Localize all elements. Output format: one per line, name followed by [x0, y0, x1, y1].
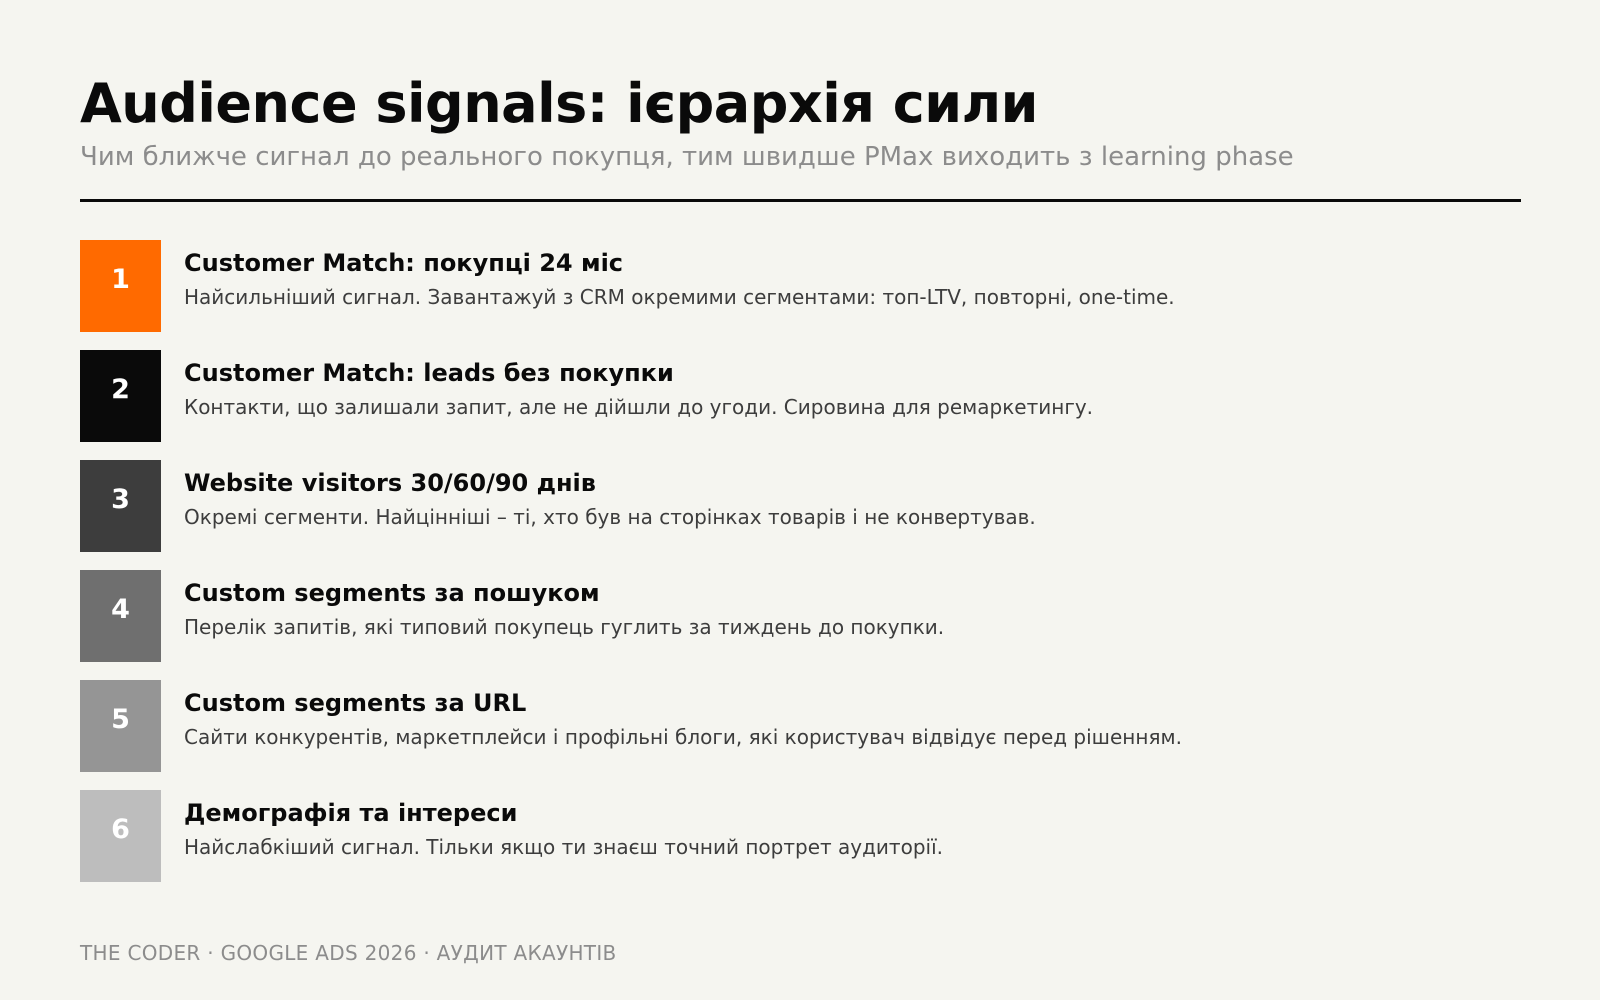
item-description: Контакти, що залишали запит, але не дійшли до угоди. Сировина для ремаркетингу. — [184, 395, 1094, 419]
signal-list — [80, 240, 1520, 900]
footer-credit: THE CODER · GOOGLE ADS 2026 · АУДИТ АКАУНТІВ — [80, 941, 617, 965]
item-description: Перелік запитів, які типовий покупець гуглить за тиждень до покупки. — [184, 615, 945, 639]
item-description: Найслабкіший сигнал. Тільки якщо ти знаєш точний портрет аудиторії. — [184, 835, 943, 859]
item-title: Custom segments за URL — [184, 689, 527, 717]
rank-badge: 1 — [80, 240, 161, 332]
list-item — [80, 460, 1520, 552]
list-item — [80, 790, 1520, 882]
rank-badge: 3 — [80, 460, 161, 552]
list-item — [80, 240, 1520, 332]
item-title: Custom segments за пошуком — [184, 579, 600, 607]
item-title: Website visitors 30/60/90 днів — [184, 469, 596, 497]
list-item — [80, 350, 1520, 442]
rank-badge: 6 — [80, 790, 161, 882]
page-title: Audience signals: ієрархія сили — [80, 72, 1038, 135]
item-description: Найсильніший сигнал. Завантажуй з CRM окремими сегментами: топ-LTV, повторні, one-time. — [184, 285, 1175, 309]
item-title: Демографія та інтереси — [184, 799, 518, 827]
rank-badge: 4 — [80, 570, 161, 662]
item-description: Окремі сегменти. Найцінніші – ті, хто був на сторінках товарів і не конвертував. — [184, 505, 1036, 529]
item-title: Customer Match: покупці 24 міс — [184, 249, 624, 277]
list-item — [80, 680, 1520, 772]
item-title: Customer Match: leads без покупки — [184, 359, 674, 387]
rank-badge: 2 — [80, 350, 161, 442]
slide — [80, 0, 1520, 1000]
page-subtitle: Чим ближче сигнал до реального покупця, тим швидше PMax виходить з learning phase — [80, 142, 1294, 172]
rank-badge: 5 — [80, 680, 161, 772]
item-description: Сайти конкурентів, маркетплейси і профільні блоги, які користувач відвідує перед рішенням. — [184, 725, 1182, 749]
title-divider — [80, 199, 1521, 202]
list-item — [80, 570, 1520, 662]
